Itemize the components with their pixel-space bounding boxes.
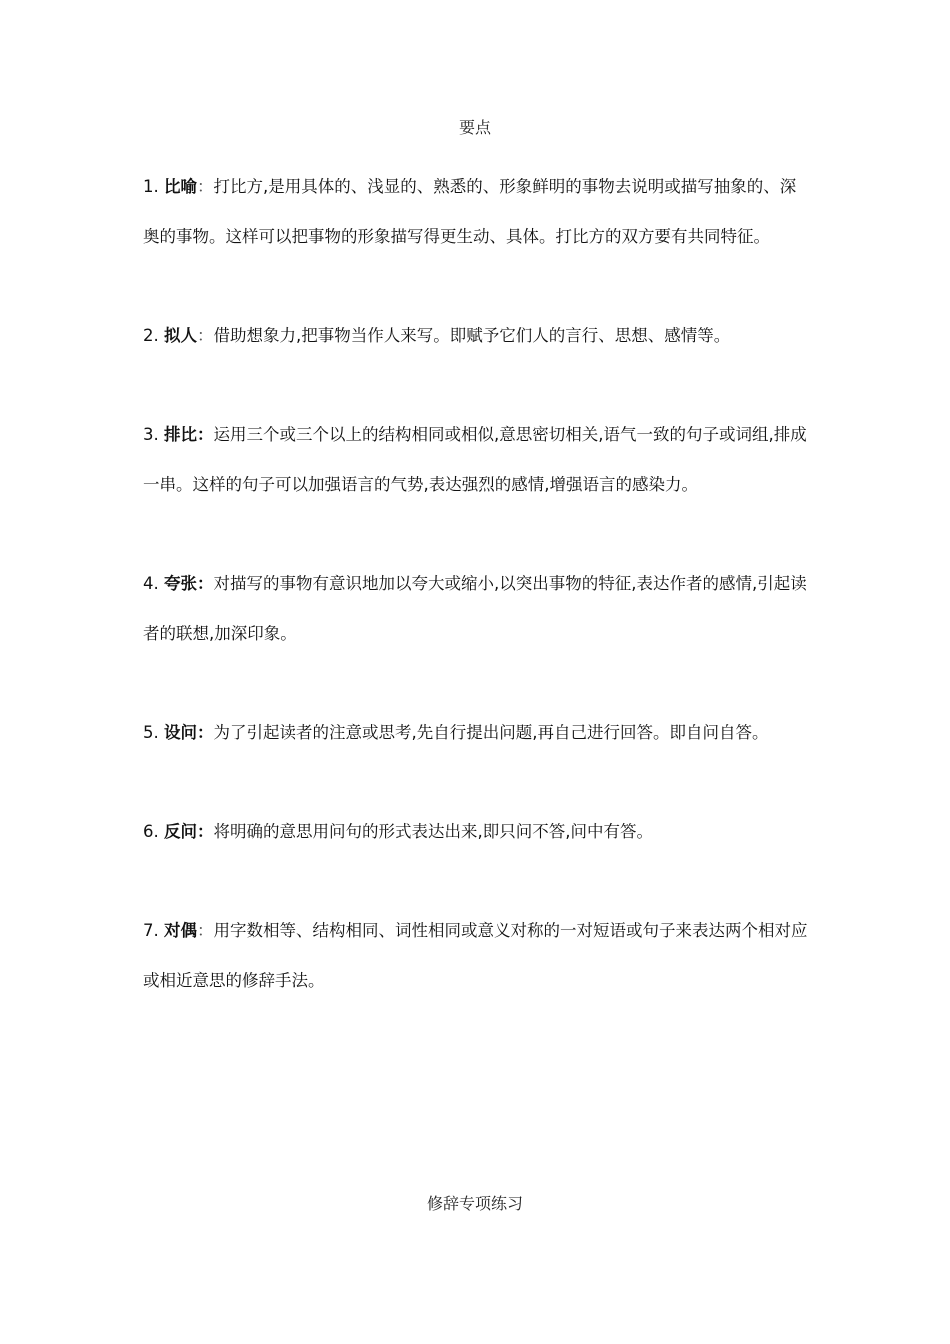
item-text: 对描写的事物有意识地加以夸大或缩小,以突出事物的特征,表达作者的感情,引起读者的联想,加深印象。: [143, 574, 807, 643]
list-item-5: [143, 708, 811, 758]
item-term: 夸张: [164, 574, 197, 593]
list-item-3: [143, 410, 811, 510]
list-item-2: [143, 311, 811, 361]
item-term: 反问: [164, 822, 197, 841]
item-text: 借助想象力,把事物当作人来写。即赋予它们人的言行、思想、感情等。: [213, 326, 731, 345]
item-text: 为了引起读者的注意或思考,先自行提出问题,再自己进行回答。即自问自答。: [213, 723, 769, 742]
item-text: 运用三个或三个以上的结构相同或相似,意思密切相关,语气一致的句子或词组,排成一串。这样的句子可以加强语言的气势,表达强烈的感情,增强语言的感染力。: [143, 425, 807, 494]
item-term: 拟人: [164, 326, 197, 345]
page-header: 要点: [458, 118, 491, 137]
item-colon: ：: [197, 921, 214, 940]
item-colon: ：: [197, 425, 214, 444]
item-number: 1.: [143, 177, 159, 196]
item-number: 5.: [143, 723, 159, 742]
item-colon: ：: [197, 822, 214, 841]
item-colon: ：: [197, 723, 214, 742]
item-colon: ：: [197, 326, 214, 345]
item-term: 比喻: [164, 177, 197, 196]
page-footer: 修辞专项练习: [426, 1194, 523, 1213]
list-item-6: [143, 807, 811, 857]
item-term: 设问: [164, 723, 197, 742]
item-number: 7.: [143, 921, 159, 940]
list-item-7: [143, 906, 811, 1006]
item-text: 打比方,是用具体的、浅显的、熟悉的、形象鲜明的事物去说明或描写抽象的、深奥的事物。这样可以把事物的形象描写得更生动、具体。打比方的双方要有共同特征。: [143, 177, 797, 246]
rhetoric-list: [143, 162, 811, 1006]
item-number: 3.: [143, 425, 159, 444]
item-number: 4.: [143, 574, 159, 593]
list-item-1: [143, 162, 811, 262]
item-number: 2.: [143, 326, 159, 345]
item-colon: ：: [197, 574, 214, 593]
item-term: 排比: [164, 425, 197, 444]
item-text: 将明确的意思用问句的形式表达出来,即只问不答,问中有答。: [213, 822, 653, 841]
item-term: 对偶: [164, 921, 197, 940]
item-number: 6.: [143, 822, 159, 841]
item-colon: ：: [197, 177, 214, 196]
list-item-4: [143, 559, 811, 659]
item-text: 用字数相等、结构相同、词性相同或意义对称的一对短语或句子来表达两个相对应或相近意思的修辞手法。: [143, 921, 808, 990]
